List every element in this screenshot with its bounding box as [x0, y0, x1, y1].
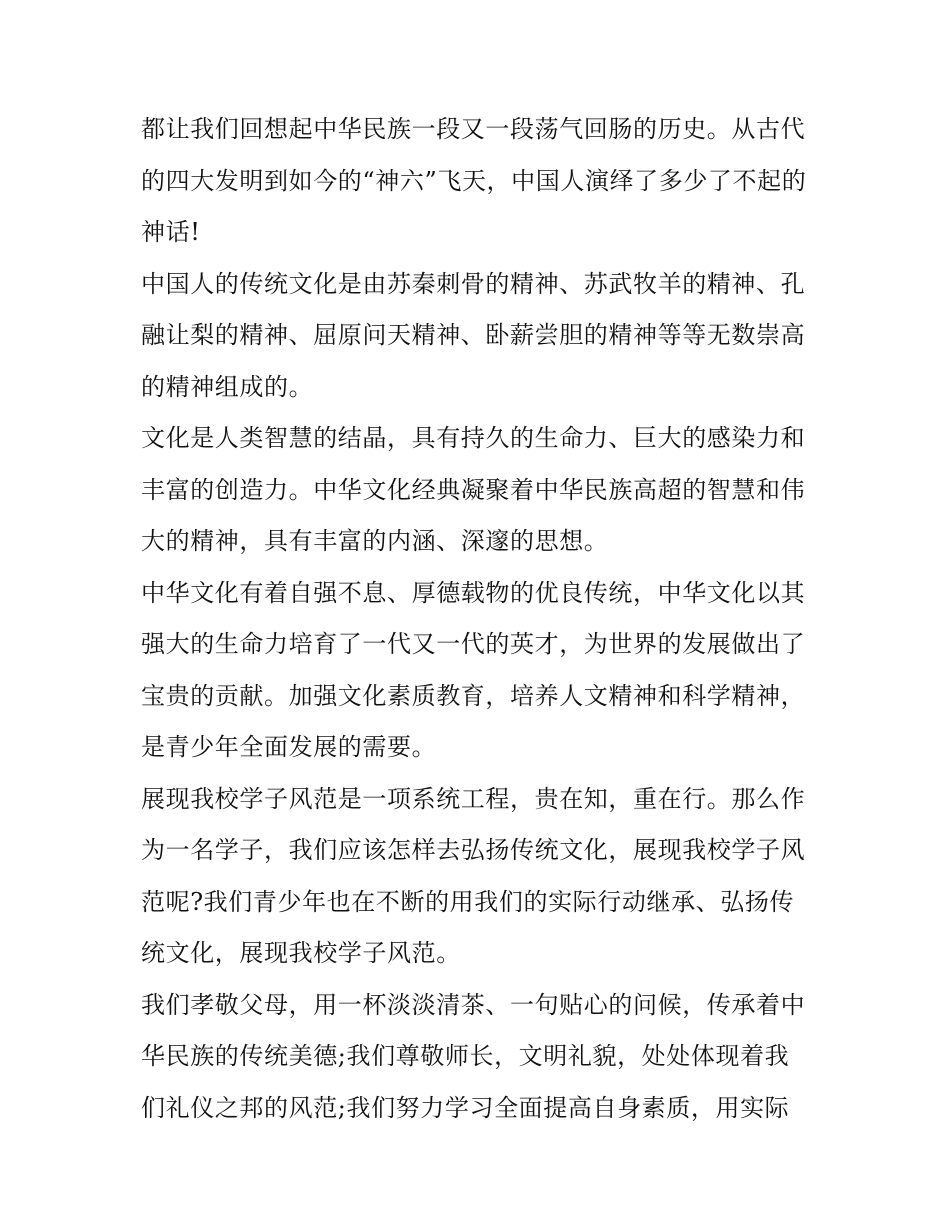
text-line: 都让我们回想起中华民族一段又一段荡气回肠的历史。从古代 — [141, 115, 806, 143]
text-line: 神话! — [141, 218, 201, 246]
paragraph-4 — [141, 568, 821, 774]
text-line: 们礼仪之邦的风范;我们努力学习全面提高自身素质，用实际 — [141, 1093, 790, 1122]
text-line: 范呢?我们青少年也在不断的用我们的实际行动继承、弘扬传 — [141, 887, 795, 916]
text-line: 统文化，展现我校学子风范。 — [141, 939, 461, 967]
text-line: 的精神组成的。 — [141, 372, 314, 401]
document-body — [141, 104, 821, 1134]
text-line: 为一名学子，我们应该怎样去弘扬传统文化，展现我校学子风 — [141, 836, 806, 864]
paragraph-6 — [141, 980, 821, 1135]
text-line: 融让梨的精神、屈原问天精神、卧薪尝胆的精神等等无数崇高 — [141, 321, 806, 349]
paragraph-1 — [141, 104, 821, 259]
text-line: 的四大发明到如今的“神六”飞天，中国人演绎了多少了不起的 — [141, 166, 807, 195]
paragraph-3 — [141, 413, 821, 568]
text-line: 我们孝敬父母，用一杯淡淡清茶、一句贴心的问候，传承着中 — [141, 990, 806, 1019]
text-line: 中华文化有着自强不息、厚德载物的优良传统，中华文化以其 — [141, 578, 806, 607]
paragraph-2 — [141, 259, 821, 414]
text-line: 是青少年全面发展的需要。 — [141, 733, 437, 761]
text-line: 强大的生命力培育了一代又一代的英才，为世界的发展做出了 — [141, 630, 806, 658]
text-line: 展现我校学子风范是一项系统工程，贵在知，重在行。那么作 — [141, 784, 806, 813]
text-line: 宝贵的贡献。加强文化素质教育，培养人文精神和科学精神， — [141, 681, 806, 710]
text-line: 中国人的传统文化是由苏秦刺骨的精神、苏武牧羊的精神、孔 — [141, 269, 806, 298]
text-line: 华民族的传统美德;我们尊敬师长，文明礼貌，处处体现着我 — [141, 1042, 790, 1070]
text-line: 文化是人类智慧的结晶，具有持久的生命力、巨大的感染力和 — [141, 424, 806, 452]
text-line: 丰富的创造力。中华文化经典凝聚着中华民族高超的智慧和伟 — [141, 475, 806, 504]
paragraph-5 — [141, 774, 821, 980]
text-line: 大的精神，具有丰富的内涵、深邃的思想。 — [141, 527, 609, 555]
